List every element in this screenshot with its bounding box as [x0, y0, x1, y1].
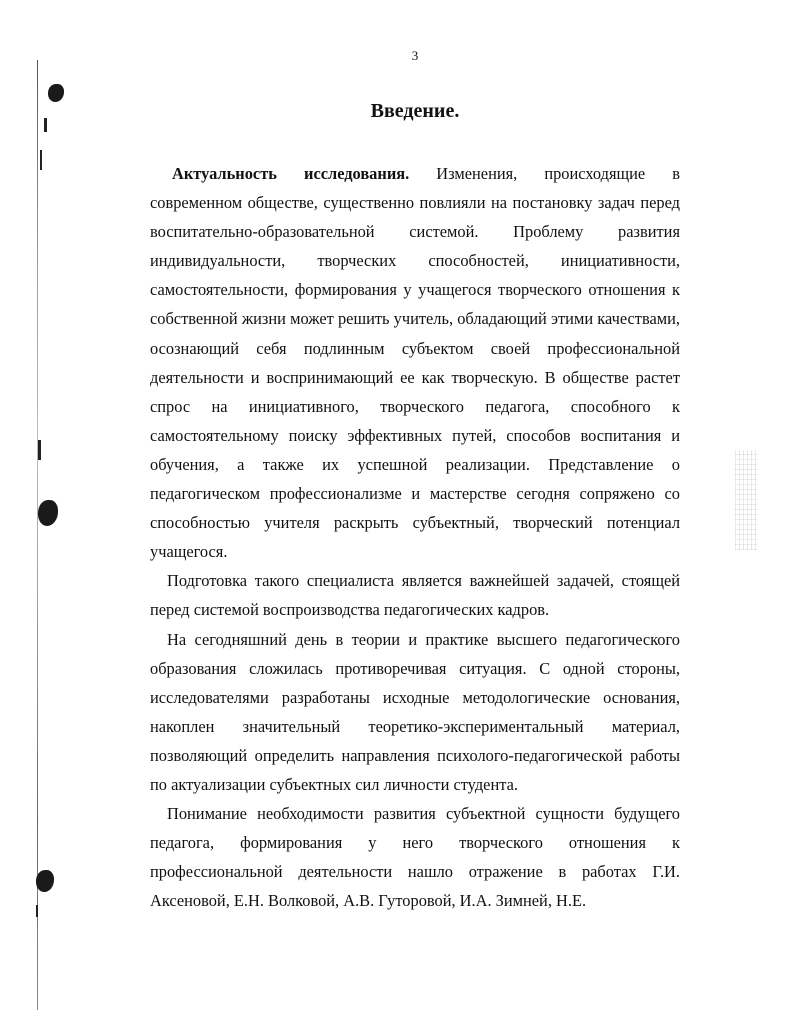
paragraph: Понимание необходимости развития субъектной сущности будущего педагога, формирования у него творческого отношения к профессиональной деятельности нашло отражение в работах Г.И. Аксеновой, Е.Н. Волковой, А.В. Гуторовой, И.А. Зимней, Н.Е. [150, 804, 680, 911]
scan-tick [38, 440, 41, 460]
paragraph [150, 159, 680, 566]
scan-noise-right [735, 450, 757, 550]
paragraph: На сегодняшний день в теории и практике высшего педагогического образования сложилась противоречивая ситуация. С одной стороны, исследователями разработаны исходные методологические основания, накоплен значительный теоретико-экспериментальный материал, позволяющий определить направления психолого-педагогической работы по актуализации субъектных сил личности студента. [150, 629, 680, 794]
paragraph: Подготовка такого специалиста является важнейшей задачей, стоящей перед системой воспроизводства педагогических кадров. [150, 571, 680, 620]
paragraph-text: Изменения, происходящие в современном обществе, существенно повлияли на постановку задач перед воспитательно-образовательной системой. Проблему развития индивидуальности, творческих способностей, инициативности, самостоятельности, формирования у учащегося творческого отношения к собственной жизни может решить учитель, обладающий этими качествами, осознающий себя подлинным субъектом своей профессиональной деятельности и воспринимающий ее как творческую. В обществе растет спрос на инициативного, творческого педагога, способного к самостоятельному поиску эффективных путей, способов воспитания и обучения, а также их успешной реализации. Представление о педагогическом профессионализме и мастерстве сегодня сопряжено со способностью учителя раскрыть субъектный, творческий потенциал учащегося. [150, 164, 680, 562]
body-text [150, 159, 680, 915]
scan-tick [36, 905, 38, 917]
paragraph-lead: Актуальность исследования. [172, 164, 410, 183]
scan-tick [40, 150, 42, 170]
scan-margin-line [37, 60, 38, 1010]
page-title: Введение. [370, 100, 460, 122]
scan-blot-middle [38, 500, 58, 526]
scan-blot-bottom [36, 870, 54, 892]
page-number: 3 [411, 48, 419, 63]
